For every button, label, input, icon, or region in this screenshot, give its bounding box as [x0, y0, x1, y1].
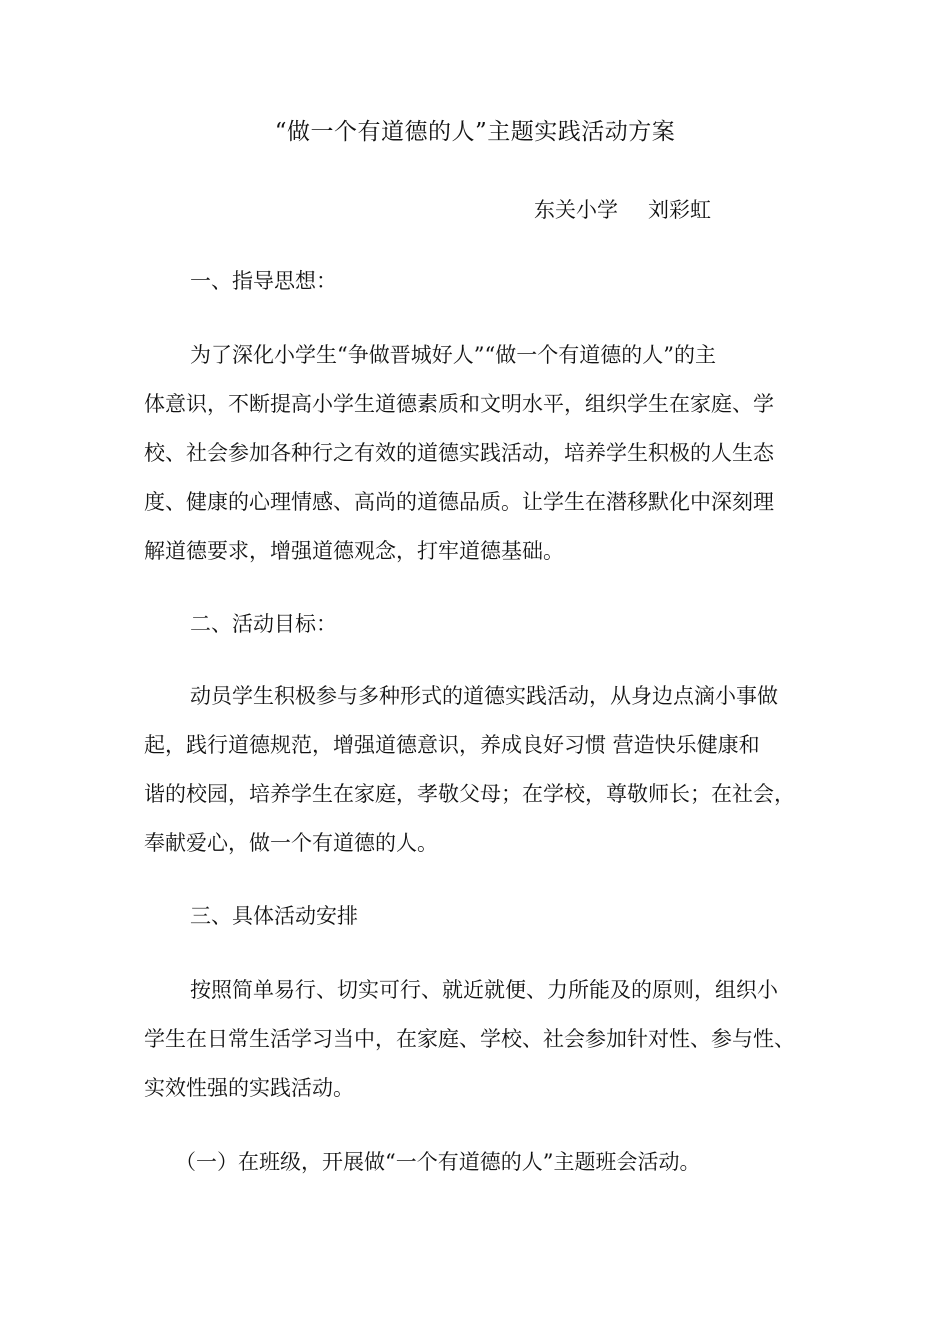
paragraph-line: 动员学生积极参与多种形式的道德实践活动，从身边点滴小事做	[190, 684, 778, 708]
paragraph-line: 解道德要求，增强道德观念，打牢道德基础。	[144, 539, 564, 563]
paragraph-line: 度、健康的心理情感、高尚的道德品质。让学生在潜移默化中深刻理	[144, 490, 774, 514]
document-title: “做一个有道德的人”主题实践活动方案	[274, 119, 676, 145]
author-name: 刘彩虹	[648, 198, 711, 222]
section-paragraph-activity-goals	[144, 672, 808, 868]
paragraph-line: 校、社会参加各种行之有效的道德实践活动，培养学生积极的人生态	[144, 441, 774, 465]
paragraph-line: 起，践行道德规范，增强道德意识，养成良好习惯 营造快乐健康和	[144, 733, 760, 757]
paragraph-line: 实效性强的实践活动。	[144, 1076, 354, 1100]
school-name: 东关小学	[534, 198, 618, 222]
paragraph-line: 谐的校园，培养学生在家庭，孝敬父母；在学校，尊敬师长；在社会，	[144, 782, 795, 806]
section-paragraph-activity-arrangement	[144, 966, 808, 1113]
paragraph-line: 为了深化小学生“争做晋城好人”“做一个有道德的人”的主	[190, 343, 716, 367]
paragraph-line: 按照简单易行、切实可行、就近就便、力所能及的原则，组织小	[190, 978, 778, 1002]
section-paragraph-guiding-ideology	[144, 331, 808, 576]
paragraph-line: 体意识，不断提高小学生道德素质和文明水平，组织学生在家庭、学	[144, 392, 774, 416]
section-heading-guiding-ideology: 一、指导思想：	[190, 269, 337, 293]
section-heading-activity-arrangement: 三、具体活动安排	[190, 904, 358, 928]
byline	[534, 192, 711, 228]
paragraph-line: 奉献爱心，做一个有道德的人。	[144, 831, 438, 855]
subsection-heading-class-meeting: （一）在班级，开展做“一个有道德的人”主题班会活动。	[175, 1150, 701, 1174]
section-heading-activity-goals: 二、活动目标：	[190, 612, 337, 636]
paragraph-line: 学生在日常生活学习当中，在家庭、学校、社会参加针对性、参与性、	[144, 1027, 795, 1051]
